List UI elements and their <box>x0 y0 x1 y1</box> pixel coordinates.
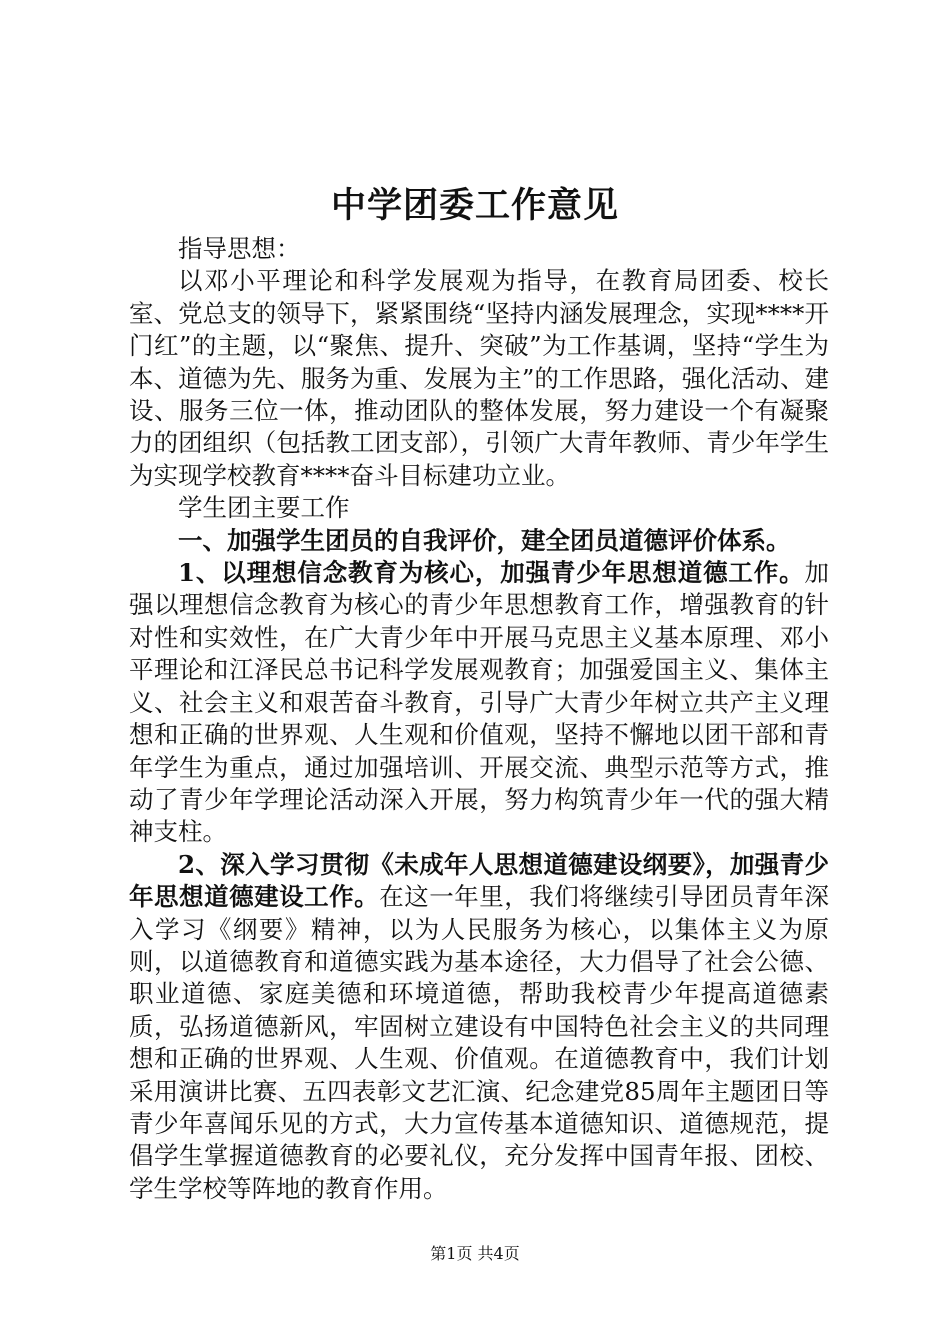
guiding-paragraph: 以邓小平理论和科学发展观为指导，在教育局团委、校长室、党总支的领导下，紧紧围绕“坚持内涵发展理念，实现****开门红”的主题，以“聚焦、提升、突破”为工作基调，坚持“学生为本、道德为先、服务为重、发展为主”的工作思路，强化活动、建设、服务三位一体，推动团队的整体发展，努力建设一个有凝聚力的团组织（包括教工团支部），引领广大青年教师、青少年学生为实现学校教育****奋斗目标建功立业。 <box>129 266 829 490</box>
page-total: 共4页 <box>477 1244 520 1263</box>
page-footer <box>0 1243 950 1265</box>
page-number: 第1页 <box>430 1244 473 1263</box>
item-two-title: 2、深入学习贯彻《未成年人思想道德建设纲要》，加强青少年思想道德建设工作。 <box>129 849 829 912</box>
document-body <box>129 233 829 1205</box>
item-two-text: 在这一年里，我们将继续引导团员青年深入学习《纲要》精神，以为人民服务为核心，以集体主义为原则，以道德教育和道德实践为基本途径，大力倡导了社会公德、职业道德、家庭美德和环境道德，帮助我校青少年提高道德素质，弘扬道德新风，牢固树立建设有中国特色社会主义的共同理想和正确的世界观、人生观、价值观。在道德教育中，我们计划采用演讲比赛、五四表彰文艺汇演、纪念建党85周年主题团日等青少年喜闻乐见的方式，大力宣传基本道德知识、道德规范，提倡学生掌握道德教育的必要礼仪，充分发挥中国青年报、团校、学生学校等阵地的教育作用。 <box>129 882 830 1203</box>
item-one-text: 加强以理想信念教育为核心的青少年思想教育工作，增强教育的针对性和实效性，在广大青少年中开展马克思主义基本原理、邓小平理论和江泽民总书记科学发展观教育；加强爱国主义、集体主义、社会主义和艰苦奋斗教育，引导广大青少年树立共产主义理想和正确的世界观、人生观和价值观，坚持不懈地以团干部和青年学生为重点，通过加强培训、开展交流、典型示范等方式，推动了青少年学理论活动深入开展，努力构筑青少年一代的强大精神支柱。 <box>129 558 829 847</box>
page-title: 中学团委工作意见 <box>330 185 619 226</box>
guiding-heading: 指导思想： <box>178 234 301 263</box>
item-one-paragraph <box>129 557 829 849</box>
section-one-title: 一、加强学生团员的自我评价，建全团员道德评价体系。 <box>178 525 791 555</box>
item-two-paragraph <box>129 849 829 1205</box>
item-one-title: 1、以理想信念教育为核心，加强青少年思想道德工作。 <box>178 558 805 588</box>
student-work-heading: 学生团主要工作 <box>178 493 350 523</box>
